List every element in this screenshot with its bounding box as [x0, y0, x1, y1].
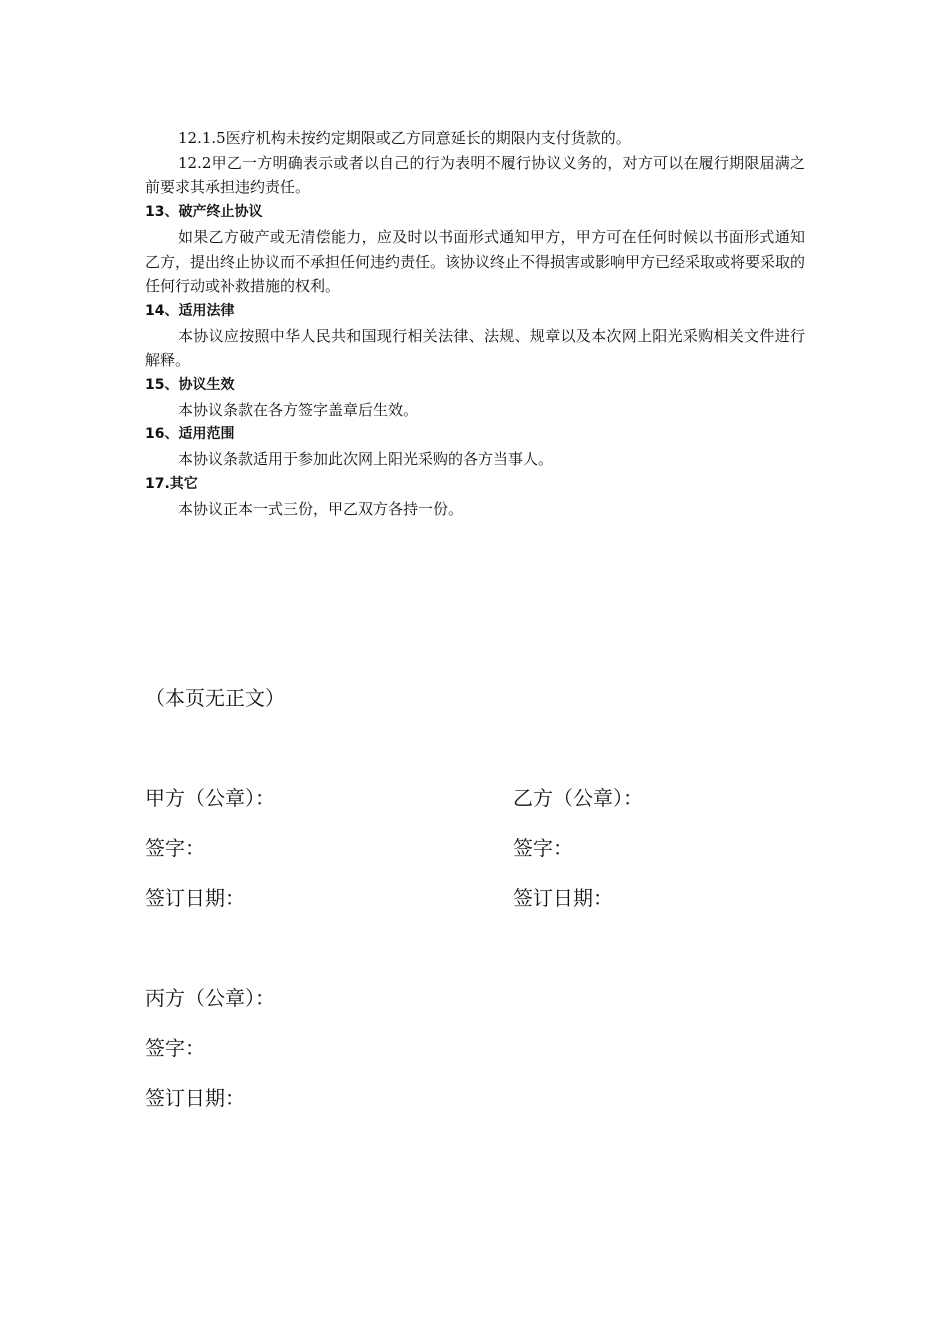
party-a-date-label: 签订日期： [145, 886, 245, 910]
no-body-text-note: （本页无正文） [145, 686, 285, 710]
clause-16-text: 本协议条款适用于参加此次网上阳光采购的各方当事人。 [178, 450, 554, 469]
party-b-seal-label: 乙方（公章）： [513, 786, 643, 810]
clause-14-text: 本协议应按照中华人民共和国现行相关法律、法规、规章以及本次网上阳光采购相关文件进行解释。 [145, 326, 805, 370]
clause-15-text: 本协议条款在各方签字盖章后生效。 [178, 400, 419, 419]
party-b-signature-label: 签字： [513, 836, 573, 860]
clause-12-1-5: 12.1.5医疗机构未按约定期限或乙方同意延长的期限内支付货款的。 [178, 129, 631, 147]
signature-block-party-a [145, 784, 275, 934]
signature-block-party-b [513, 784, 643, 934]
heading-14-applicable-law: 14、适用法律 [145, 302, 235, 319]
party-b-date-label: 签订日期： [513, 886, 613, 910]
party-c-seal-label: 丙方（公章）： [145, 986, 275, 1010]
clause-17-text: 本协议正本一式三份，甲乙双方各持一份。 [178, 499, 464, 518]
party-a-signature-label: 签字： [145, 836, 205, 860]
signature-block-party-c [145, 984, 275, 1134]
party-c-signature-label: 签字： [145, 1036, 205, 1060]
heading-16-scope: 16、适用范围 [145, 426, 235, 443]
clause-12-2: 12.2甲乙一方明确表示或者以自己的行为表明不履行协议义务的，对方可以在履行期限届满之前要求其承担违约责任。 [145, 153, 805, 197]
heading-13-bankruptcy-termination: 13、破产终止协议 [145, 204, 263, 221]
heading-15-effectiveness: 15、协议生效 [145, 377, 235, 394]
heading-17-other: 17.其它 [145, 475, 198, 492]
clause-13-text: 如果乙方破产或无清偿能力，应及时以书面形式通知甲方，甲方可在任何时候以书面形式通知乙方，提出终止协议而不承担任何违约责任。该协议终止不得损害或影响甲方已经采取或将要采取的任何行动或补救措施的权利。 [145, 227, 806, 296]
party-a-seal-label: 甲方（公章）： [145, 786, 275, 810]
agreement-clauses [145, 126, 805, 521]
party-c-date-label: 签订日期： [145, 1086, 245, 1110]
